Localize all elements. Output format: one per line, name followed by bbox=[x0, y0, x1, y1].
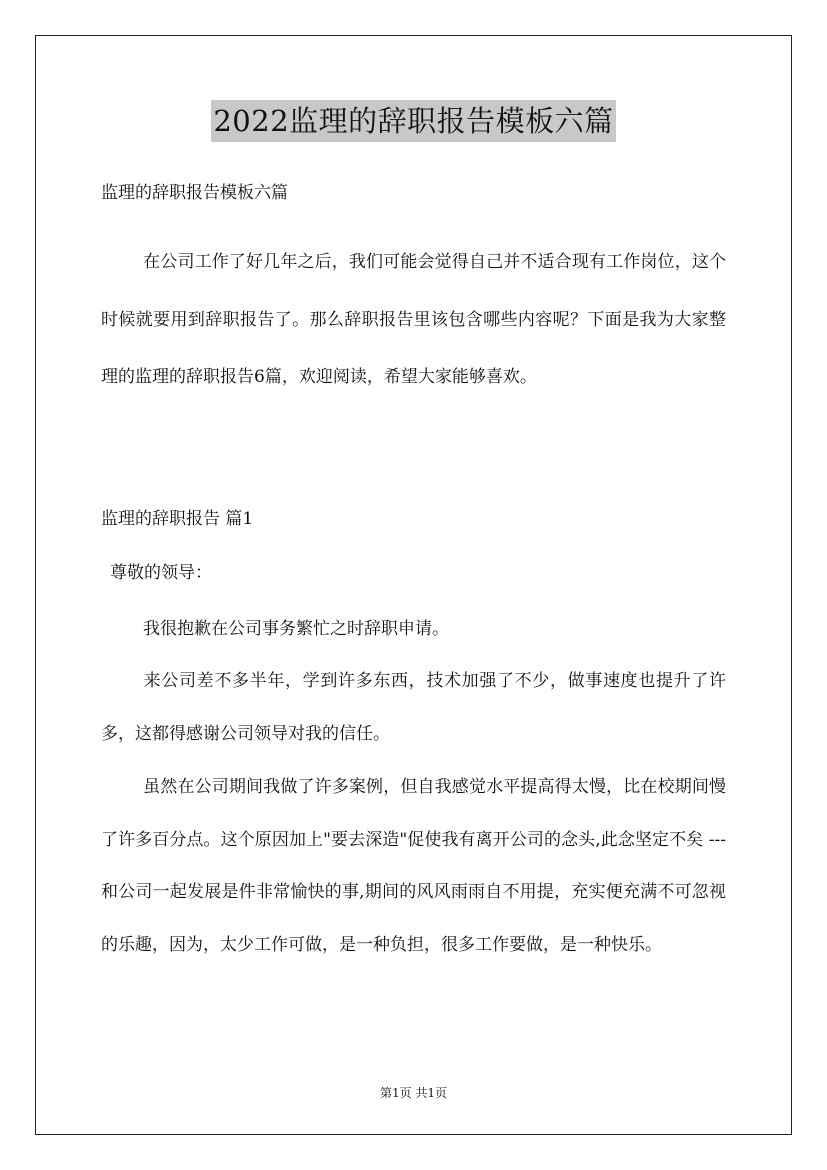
body-paragraph-2 bbox=[101, 655, 726, 760]
salutation: 尊敬的领导： bbox=[110, 563, 212, 583]
section-heading: 监理的辞职报告 篇1 bbox=[101, 509, 254, 529]
intro-text: 在公司工作了好几年之后，我们可能会觉得自己并不适合现有工作岗位，这个时候就要用到辞职报告了。那么辞职报告里该包含哪些内容呢？下面是我为大家整理的监理的辞职报告6篇，欢迎阅读，希望大家能够喜欢。 bbox=[101, 252, 726, 387]
document-title-wrap bbox=[0, 100, 827, 142]
body-text-1: 我很抱歉在公司事务繁忙之时辞职申请。 bbox=[143, 619, 449, 639]
body-text-3: 虽然在公司期间我做了许多案例，但自我感觉水平提高得太慢，比在校期间慢了许多百分点。这个原因加上"要去深造"促使我有离开公司的念头,此念坚定不矣 ---和公司一起发展是件非常愉快的事,期间的风风雨雨自不用提，充实便充满不可忽视的乐趣，因为，太少工作可做，是一种负担，很多工作要做，是一种快乐。 bbox=[101, 777, 726, 955]
body-paragraph-1 bbox=[101, 603, 726, 656]
document-title: 2022监理的辞职报告模板六篇 bbox=[211, 100, 615, 142]
document-subtitle: 监理的辞职报告模板六篇 bbox=[101, 183, 288, 203]
body-text-2: 来公司差不多半年，学到许多东西，技术加强了不少，做事速度也提升了许多，这都得感谢公司领导对我的信任。 bbox=[101, 671, 726, 744]
intro-paragraph bbox=[101, 234, 726, 407]
body-paragraph-3 bbox=[101, 761, 726, 971]
page-footer: 第1页 共1页 bbox=[379, 1086, 448, 1100]
